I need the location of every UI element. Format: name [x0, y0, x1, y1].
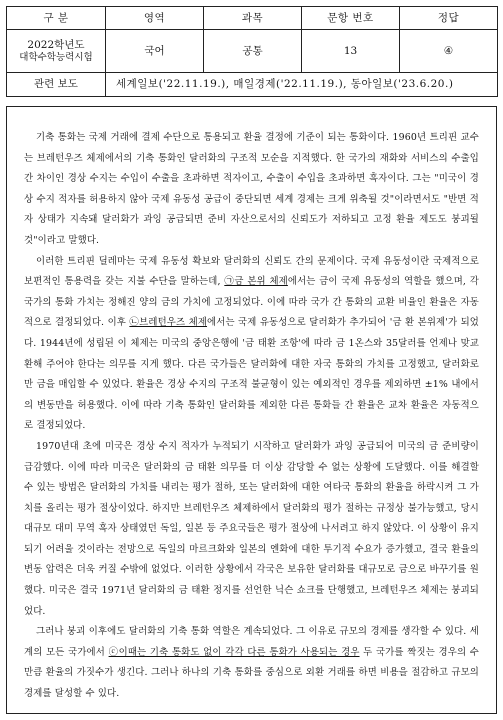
passage-text: 에서는 국제 유동성으로 달러화가 추가되어 '금 환 본위제'가 되었다. 1944년에 성립된 이 체제는 미국의 중앙은행에 '금 태환 조항'에 따라 금 1온스와 35달러를 언제나 맞교환해 주어야 한다는 의무를 지게 했다. 다른 국가들은 달러화에 대한 자국 통화의 가치를 고정했고, 달러화로만 금을 매입할 수 있었다. 환율은 경상 수지의 구조적 불균형이 있는 예외적인 경우를 제외하면 ±1% 내에서의 변동만을 허용했다. 이에 따라 기축 통화인 달러화를 제외한 다른 통화들 간 환율은 교차 환율은 자동적으로 결정되었다. — [24, 317, 480, 432]
table-data-row — [7, 30, 498, 73]
underlined-term-gold-standard: ㉠금 본위 체제 — [224, 276, 288, 288]
question-number-value: 13 — [302, 30, 400, 73]
table-header-row — [7, 7, 498, 30]
passage-paragraph-2 — [24, 252, 479, 437]
question-info-table — [6, 6, 498, 97]
exam-name — [7, 30, 106, 73]
passage-text: 이러한 트리핀 딜레마는 국제 유동성 확보와 달러화의 신뢰도 간의 문제이다. 국제 유동성이란 국제적으로 보편적인 통용력을 갖는 지불 수단을 말하는데, — [24, 255, 479, 288]
reading-passage — [6, 106, 497, 714]
area-value: 국어 — [106, 30, 204, 73]
passage-paragraph-4 — [24, 622, 479, 704]
header-category: 구 분 — [7, 7, 106, 30]
answer-value: ④ — [400, 30, 498, 73]
header-answer: 정답 — [400, 7, 498, 30]
exam-year: 2022학년도 — [27, 39, 85, 51]
exam-title: 대학수학능력시험 — [19, 51, 93, 63]
passage-text: 그러나 붕괴 이후에도 달러화의 기축 통화 역할은 계속되었다. 그 이유로 규모의 경제를 생각할 수 있다. 세계의 모든 국가에서 — [24, 626, 479, 658]
passage-text: 에서는 금이 국제 유동성의 역할을 했으며, 각 국가의 통화 가치는 정해진 양의 금의 가치에 고정되었다. 이에 따라 국가 간 통화의 교환 비율인 환율은 자동적으로 결정되었다. 이후 — [24, 276, 479, 329]
header-area: 영역 — [106, 7, 204, 30]
passage-paragraph-3: 1970년대 초에 미국은 경상 수지 적자가 누적되기 시작하고 달러화가 과잉 공급되어 미국의 금 준비량이 급감했다. 이에 따라 미국은 달러화의 금 태환 의무를 더 이상 감당할 수 없는 상황에 도달했다. 이를 해결할 수 있는 방법은 달러화의 가치를 내리는 평가 절하, 또는 달러화에 대한 여타국 통화의 환율을 하락시켜 그 가치를 올리는 평가 절상이었다. 하지만 브레턴우즈 체제하에서 달러화의 평가 절하는 규정상 불가능했고, 당시 대규모 대미 무역 흑자 상태였던 독일, 일본 등 주요국들은 평가 절상에 나서려고 하지 않았다. 이 상황이 유지되기 어려울 것이라는 전망으로 독일의 마르크화와 일본의 엔화에 대한 투기적 수요가 증가했고, 결국 환율의 변동 압력은 더욱 커질 수밖에 없었다. 이러한 상황에서 각국은 보유한 달러화를 대규모로 금으로 바꾸기를 원했다. 미국은 결국 1971년 달러화의 금 태환 정지를 선언한 닉슨 쇼크를 단행했고, 브레턴우즈 체제는 붕괴되었다. — [24, 440, 479, 617]
underlined-phrase-no-key-currency: ⓒ이때는 기축 통화도 없이 각각 다른 통화가 사용되는 경우 — [108, 646, 360, 658]
passage-text: 두 국가를 짝짓는 경우의 수만큼 환율의 가짓수가 생긴다. 그러나 하나의 기축 통화를 중심으로 외환 거래를 하면 비용을 절감하고 규모의 경제를 달성할 수 있다. — [24, 646, 480, 700]
header-subject: 과목 — [204, 7, 302, 30]
passage-paragraph-1: 기축 통화는 국제 거래에 결제 수단으로 통용되고 환율 결정에 기준이 되는 통화이다. 1960년 트리핀 교수는 브레턴우즈 체제에서의 기축 통화인 달러화의 구조적 모순을 지적했다. 한 국가의 재화와 서비스의 수출입 간 차이인 경상 수지는 수입이 수출을 초과하면 적자이고, 수출이 수입을 초과하면 흑자이다. 그는 "미국이 경상 수지 적자를 허용하지 않아 국제 유동성 공급이 중단되면 세계 경제는 크게 위축될 것"이라면서도 "반면 적자 상태가 지속돼 달러화가 과잉 공급되면 준비 자산으로서의 신뢰도가 저하되고 고정 환율 제도도 붕괴될 것"이라고 말했다. — [24, 132, 479, 246]
underlined-term-bretton-woods: ㉡브레턴우즈 체제 — [129, 317, 208, 329]
subject-value: 공통 — [204, 30, 302, 73]
header-question-number: 문항 번호 — [302, 7, 400, 30]
related-press-value: 세계일보('22.11.19.), 매일경제('22.11.19.), 동아일보('23.6.20.) — [106, 73, 498, 97]
related-press-label: 관련 보도 — [7, 73, 106, 97]
related-press-row — [7, 73, 498, 97]
